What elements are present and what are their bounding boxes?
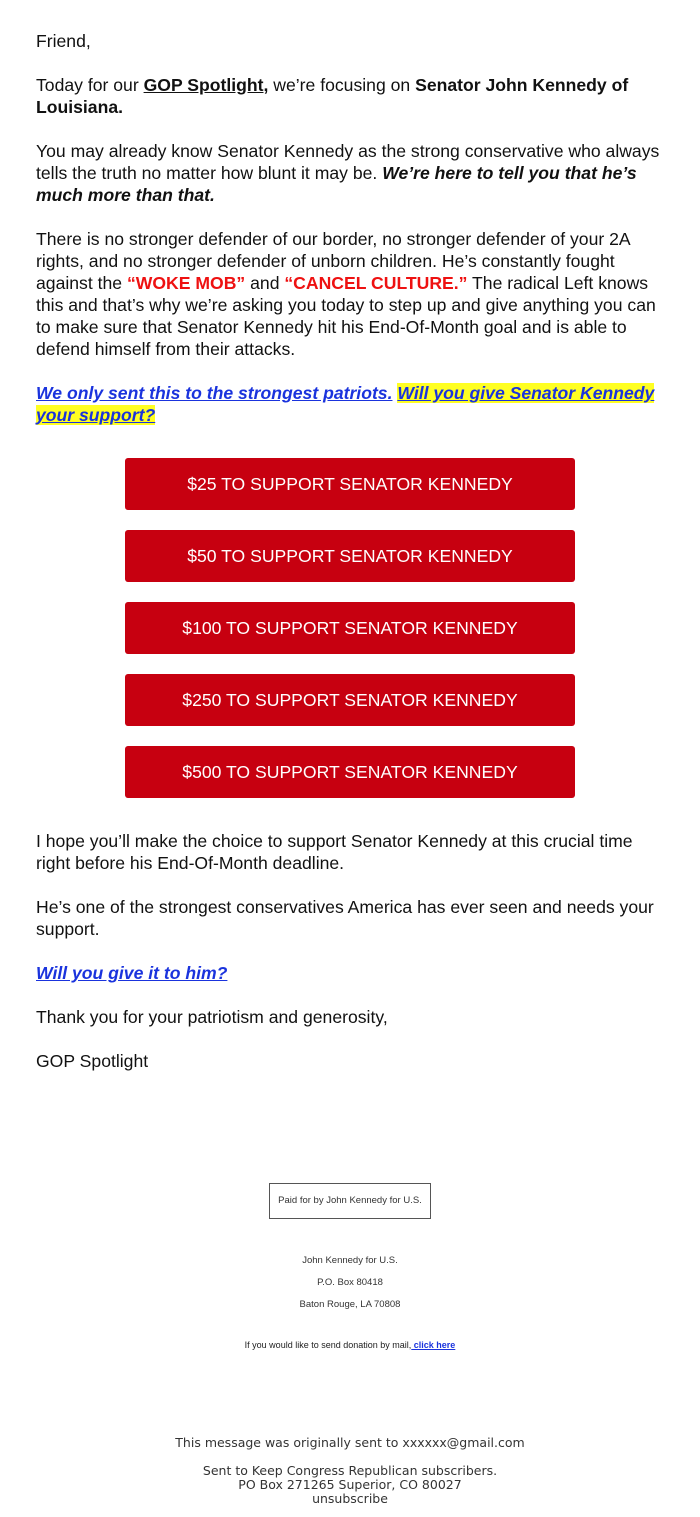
donate-500-button[interactable]: $500 TO SUPPORT SENATOR KENNEDY [125,746,575,798]
greeting: Friend, [36,31,91,51]
unsubscribe-link[interactable]: unsubscribe [312,1491,388,1506]
intro-middle: we’re focusing on [268,75,416,95]
closing-link-paragraph [36,962,666,984]
signature: GOP Spotlight [36,1051,149,1071]
intro-comma: , [263,75,269,95]
mail-donation-line [150,1338,550,1352]
donate-25-button[interactable]: $25 TO SUPPORT SENATOR KENNEDY [125,458,575,510]
defender-paragraph [36,228,666,360]
donation-buttons [125,458,575,818]
thanks-line: Thank you for your patriotism and generosity, [36,1007,388,1027]
defender-text-1: There is no stronger defender of our border, no stronger defender of your 2A rights, and no stronger defender of unborn children. He’s constantly fought against the [36,229,630,293]
subscribers-line: Sent to Keep Congress Republican subscribers. [202,1463,498,1478]
mailing-address [200,1250,500,1316]
know-text: You may already know Senator Kennedy as the strong conservative who always tells the truth no matter how blunt it may be. [36,141,660,183]
cta-link-patriots[interactable]: We only sent this to the strongest patriots. [36,383,393,403]
address-line-org: John Kennedy for U.S. [302,1255,398,1266]
mail-donation-text: If you would like to send donation by mail, [244,1340,412,1350]
defender-and: and [245,273,285,293]
intro-prefix: Today for our [36,75,144,95]
sent-to-line: This message was originally sent to xxxxxx@gmail.com [175,1435,525,1450]
intro-subject: Senator John Kennedy of Louisiana. [36,75,629,117]
footer-po-box: PO Box 271265 Superior, CO 80027 [238,1477,462,1492]
donate-250-button[interactable]: $250 TO SUPPORT SENATOR KENNEDY [125,674,575,726]
defender-text-2: The radical Left knows this and that’s why we’re asking you today to step up and give anything you can to make sure that Senator Kennedy hit his End-Of-Month goal and is able to defend himself from their attacks. [36,273,656,359]
closing-paragraph-2: He’s one of the strongest conservatives America has ever seen and needs your support. [36,897,654,939]
mail-donation-link[interactable]: click here [411,1340,456,1350]
closing-section [36,830,666,1094]
know-paragraph [36,140,666,206]
email-footer [100,1436,600,1506]
address-line-pobox: P.O. Box 80418 [317,1277,383,1288]
address-line-city: Baton Rouge, LA 70808 [299,1299,401,1310]
closing-paragraph-1: I hope you’ll make the choice to support Senator Kennedy at this crucial time right before his End-Of-Month deadline. [36,831,633,873]
email-body [36,30,666,448]
cta-link-support[interactable]: Will you give Senator Kennedy your support? [36,383,655,425]
know-emphasis: We’re here to tell you that he’s much more than that. [36,163,637,205]
cta-paragraph [36,382,666,426]
donate-100-button[interactable]: $100 TO SUPPORT SENATOR KENNEDY [125,602,575,654]
paid-for-box: Paid for by John Kennedy for U.S. [269,1183,431,1219]
give-it-link[interactable]: Will you give it to him? [36,963,228,983]
donate-50-button[interactable]: $50 TO SUPPORT SENATOR KENNEDY [125,530,575,582]
woke-mob-text: “WOKE MOB” [126,273,246,293]
intro-paragraph [36,74,666,118]
gop-spotlight-name: GOP Spotlight [143,75,264,95]
cancel-culture-text: “CANCEL CULTURE.” [284,273,468,293]
